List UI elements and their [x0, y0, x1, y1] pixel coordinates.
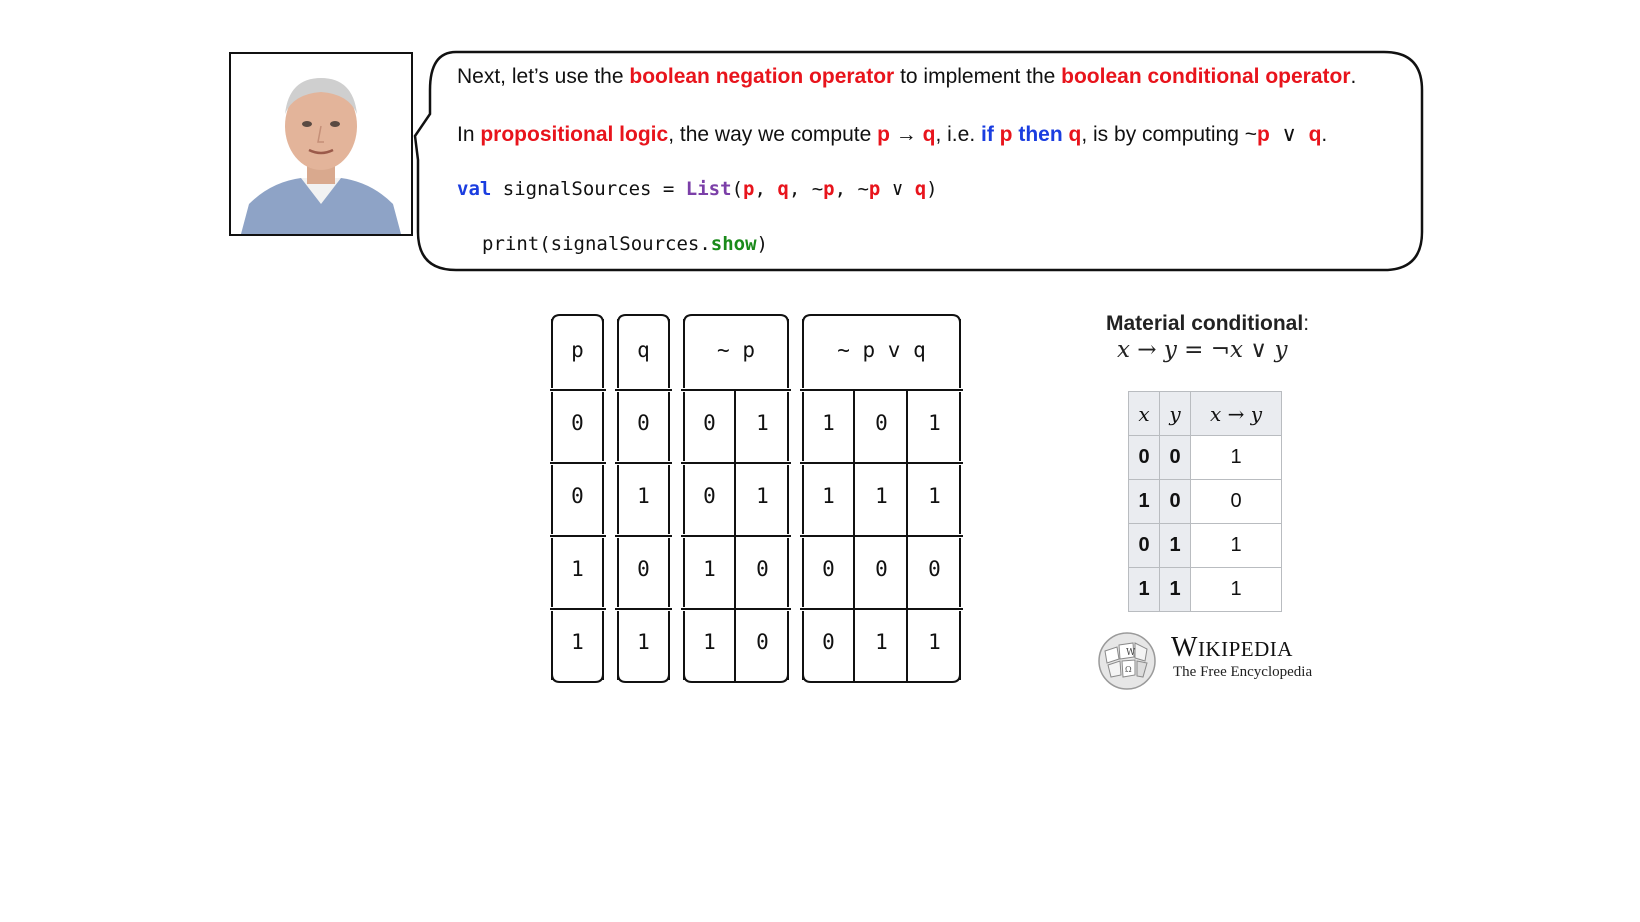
wiki-table-row	[1129, 524, 1282, 568]
truth-table-cell: 1	[875, 630, 888, 654]
wiki-cell: 0	[1129, 436, 1160, 480]
code-segment: signalSources =	[491, 178, 686, 200]
wiki-header-x: x	[1129, 392, 1160, 436]
var-q: q	[1308, 123, 1322, 146]
truth-table-cell: 1	[822, 484, 835, 508]
truth-table-cell: 0	[875, 411, 888, 435]
highlight-negation-operator: boolean negation operator	[629, 65, 895, 88]
truth-table-cell: 1	[571, 557, 584, 581]
truth-table-cell: 1	[703, 630, 716, 654]
table-border-top	[803, 315, 960, 323]
wiki-cell: 1	[1191, 524, 1282, 568]
presenter-portrait-image	[231, 54, 411, 234]
wordmark-initial: W	[1171, 632, 1198, 663]
truth-table-cell: 1	[756, 411, 769, 435]
code-segment: )	[926, 178, 938, 200]
wiki-table-row	[1129, 436, 1282, 480]
wiki-cell: 0	[1129, 524, 1160, 568]
code-var-p: p	[868, 178, 881, 200]
table-border-bottom	[618, 674, 669, 682]
code-var-p: p	[823, 178, 835, 200]
table-border-top	[618, 315, 669, 323]
truth-table-cell: 0	[822, 630, 835, 654]
text-segment: to implement the	[894, 65, 1062, 88]
wiki-title-text: Material conditional	[1106, 312, 1304, 335]
wikipedia-globe-icon	[1097, 631, 1157, 691]
wiki-formula: x → y = ¬x ∨ y	[1117, 337, 1288, 363]
var-p: p	[999, 123, 1013, 146]
wikipedia-wordmark	[1171, 632, 1293, 664]
code-segment: )	[756, 233, 768, 255]
truth-table-cell: 0	[756, 630, 769, 654]
wiki-cell: 0	[1160, 436, 1191, 480]
var-p: p	[877, 123, 890, 146]
keyword-if: if	[981, 123, 994, 146]
table-border-bottom	[803, 674, 960, 682]
code-var-q: q	[777, 178, 789, 200]
truth-table-cell: 0	[756, 557, 769, 581]
truth-table	[550, 313, 976, 688]
code-segment: print(signalSources.	[482, 233, 711, 255]
truth-table-cell: 1	[928, 630, 941, 654]
presenter-avatar	[229, 52, 413, 236]
text-segment: , is by computing ~	[1081, 123, 1258, 146]
truth-table-cell: 1	[822, 411, 835, 435]
truth-table-cell: 1	[637, 630, 650, 654]
code-type-list: List	[685, 178, 732, 200]
wiki-header-y: y	[1160, 392, 1191, 436]
wiki-table-row	[1129, 568, 1282, 612]
wiki-cell: 1	[1191, 436, 1282, 480]
wiki-header-result: x → y	[1191, 392, 1282, 436]
truth-table-header: ~ p	[717, 338, 755, 362]
truth-table-cell: 1	[703, 557, 716, 581]
text-segment: ∨	[1269, 123, 1309, 146]
code-segment: , ~	[788, 178, 824, 200]
keyword-then: then	[1018, 123, 1063, 146]
var-q: q	[1068, 123, 1082, 146]
text-segment: In	[457, 123, 481, 146]
code-var-p: p	[743, 178, 755, 200]
wiki-cell: 1	[1129, 480, 1160, 524]
code-method-show: show	[710, 233, 757, 255]
wikipedia-tagline: The Free Encyclopedia	[1173, 664, 1313, 680]
text-segment: .	[1350, 65, 1357, 88]
truth-table-cell: 0	[703, 484, 716, 508]
wiki-cell: 1	[1160, 568, 1191, 612]
wiki-truth-table	[1128, 391, 1282, 612]
table-border-top	[684, 315, 788, 323]
code-segment: ∨	[880, 178, 915, 200]
text-segment: , the way we compute	[668, 123, 878, 146]
wordmark-rest: IKIPEDIA	[1197, 637, 1293, 661]
text-segment: , i.e.	[935, 123, 981, 146]
code-var-q: q	[914, 178, 927, 200]
text-segment: Next, let’s use the	[457, 65, 630, 88]
truth-table-cell: 1	[756, 484, 769, 508]
code-segment: ,	[754, 178, 778, 200]
code-line-signal-sources	[457, 176, 938, 202]
truth-table-cell: 1	[928, 484, 941, 508]
var-p: p	[1257, 123, 1270, 146]
speech-line-intro	[457, 64, 1356, 90]
table-border-top	[552, 315, 603, 323]
truth-table-cell: 1	[571, 630, 584, 654]
truth-table-cell: 1	[875, 484, 888, 508]
highlight-conditional-operator: boolean conditional operator	[1061, 65, 1351, 88]
wiki-title-colon: :	[1303, 312, 1310, 335]
var-q: q	[922, 123, 936, 146]
truth-table-header: p	[571, 338, 584, 362]
svg-text:W: W	[1126, 648, 1136, 658]
text-segment: .	[1321, 123, 1328, 146]
truth-table-cell: 0	[571, 484, 584, 508]
wiki-cell: 0	[1160, 480, 1191, 524]
code-line-print	[482, 231, 768, 257]
code-segment: (	[731, 178, 744, 200]
speech-line-logic	[457, 122, 1327, 148]
truth-table-header: ~ p v q	[837, 338, 926, 362]
wiki-table-header-row	[1129, 392, 1282, 436]
wiki-cell: 1	[1191, 568, 1282, 612]
svg-text:Ω: Ω	[1125, 665, 1132, 674]
table-border-bottom	[552, 674, 603, 682]
highlight-propositional-logic: propositional logic	[480, 123, 669, 146]
truth-table-cell: 0	[637, 411, 650, 435]
wiki-cell: 0	[1191, 480, 1282, 524]
truth-table-cell: 0	[822, 557, 835, 581]
code-segment: , ~	[834, 178, 869, 200]
truth-table-cell: 1	[928, 411, 941, 435]
truth-table-cell: 1	[637, 484, 650, 508]
truth-table-header: q	[637, 338, 650, 362]
truth-table-cell: 0	[571, 411, 584, 435]
truth-table-cell: 0	[928, 557, 941, 581]
wiki-table-row	[1129, 480, 1282, 524]
wiki-cell: 1	[1160, 524, 1191, 568]
text-segment: →	[889, 123, 923, 146]
truth-table-cell: 0	[875, 557, 888, 581]
truth-table-cell: 0	[703, 411, 716, 435]
code-keyword-val: val	[457, 178, 492, 200]
truth-table-cell: 0	[637, 557, 650, 581]
wiki-title	[1106, 312, 1309, 336]
wiki-cell: 1	[1129, 568, 1160, 612]
